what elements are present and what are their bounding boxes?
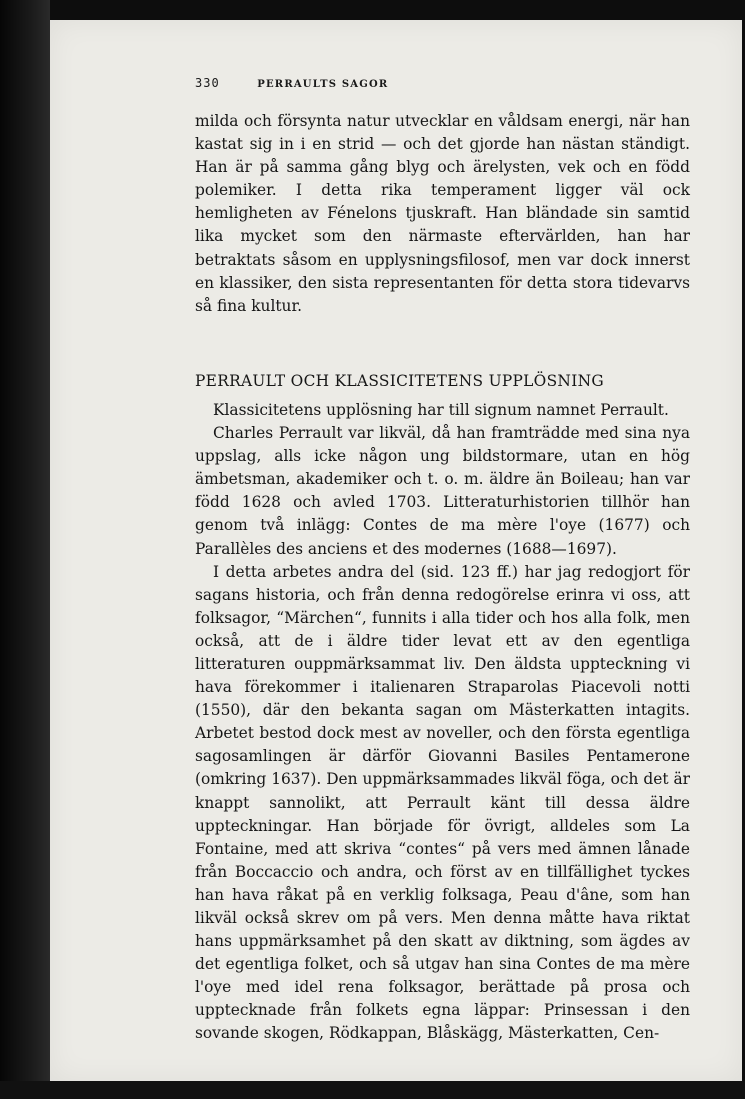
bottom-border xyxy=(0,1081,745,1099)
binding-shadow xyxy=(0,0,50,1099)
paragraph: Charles Perrault var likväl, då han framträdde med sina nya uppslag, alls icke någon ung bildstormare, utan en hög ämbetsman, akademiker och t. o. m. äldre än Boileau; han var född 1628 och avled 1703. Litteraturhistorien tillhör han genom två inlägg: Contes de ma mère l'oye (1677) och Parallèles des anciens et des modernes (1688—1697). xyxy=(195,424,690,558)
body-text xyxy=(195,110,690,1046)
running-title: PERRAULTS SAGOR xyxy=(257,79,389,90)
running-head xyxy=(195,76,690,90)
paragraph: milda och försynta natur utvecklar en våldsam energi, när han kastat sig in i en strid — och det gjorde han nästan ständigt. Han är på samma gång blyg och ärelysten, vek och en född polemiker. I detta rika temperament ligger väl ock hemligheten av Fénelons tjuskraft. Han bländade sin samtid lika mycket som den närmaste eftervärlden, han har betraktats såsom en upplysningsfilosof, men var dock innerst en klassiker, den sista representanten för detta stora tidevarvs så fina kultur. xyxy=(195,112,690,315)
section-heading: PERRAULT OCH KLASSICITETENS UPPLÖSNING xyxy=(195,371,604,390)
page-number: 330 xyxy=(195,76,220,90)
paragraph: I detta arbetes andra del (sid. 123 ff.) har jag redogjort för sagans historia, och från denna redogörelse erinra vi oss, att folksagor, “Märchen“, funnits i alla tider och hos alla folk, men också, att de i äldre tider levat ett av den egentliga litteraturen ouppmärksammat liv. Den äldsta uppteckning vi hava förekommer i italienaren Straparolas Piacevoli notti (1550), där den bekanta sagan om Mästerkatten intagits. Arbetet bestod dock mest av noveller, och den första egentliga sagosamlingen är därför Giovanni Basiles Pentamerone (omkring 1637). Den uppmärksammades likväl föga, och det är knappt sannolikt, att Perrault känt till dessa äldre uppteckningar. Han började för övrigt, alldeles som La Fontaine, med att skriva “contes“ på vers med ämnen lånade från Boccaccio och andra, och först av en tillfällighet tyckes han hava råkat på en verklig folksaga, Peau d'âne, som han likväl också skrev om på vers. Men denna måtte hava riktat hans uppmärksamhet på den skatt av diktning, som ägdes av det egentliga folket, och så utgav han sina Contes de ma mère l'oye med idel rena folksagor, berättade på prosa och upptecknade från folkets egna läppar: Prinsessan i den sovande skogen, Rödkappan, Blåskägg, Mästerkatten, Cen- xyxy=(195,562,690,1043)
paragraph: Klassicitetens upplösning har till signum namnet Perrault. xyxy=(213,400,669,419)
